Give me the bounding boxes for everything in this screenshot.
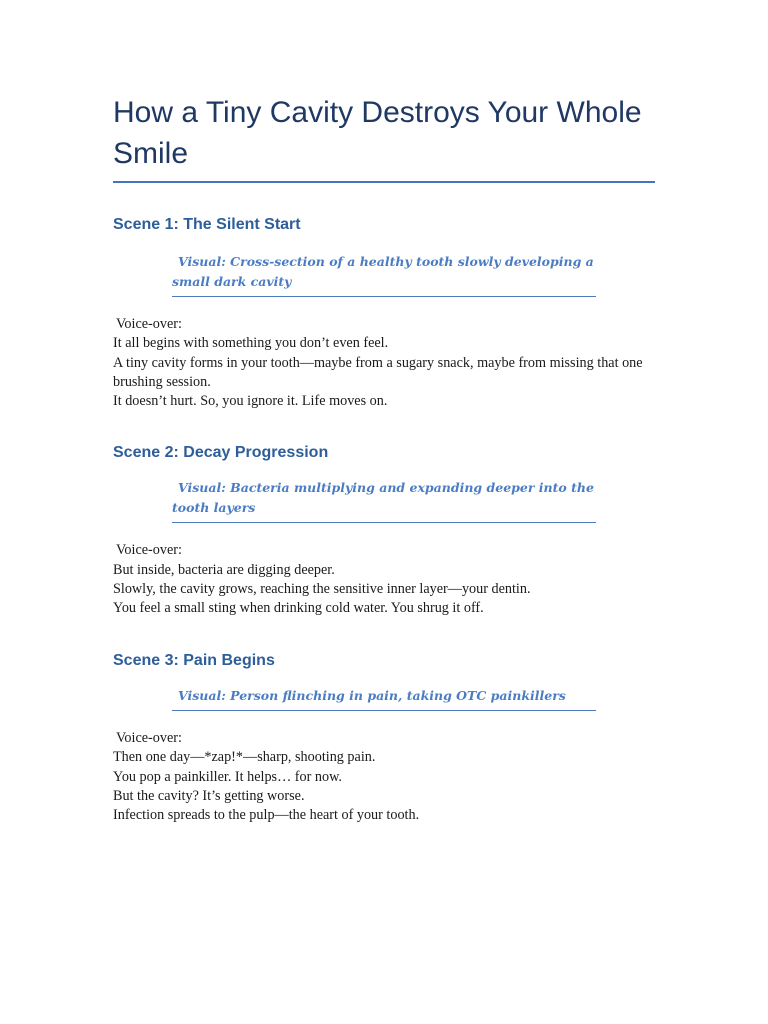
voiceover-line: It doesn’t hurt. So, you ignore it. Life moves on.: [113, 393, 388, 410]
visual-note: Visual: Person flinching in pain, taking OTC painkillers: [172, 686, 596, 712]
visual-note: Visual: Cross-section of a healthy tooth slowly developing a small dark cavity: [172, 252, 596, 297]
voiceover-line: But the cavity? It’s getting worse.: [113, 788, 305, 805]
voiceover-line: You pop a painkiller. It helps… for now.: [113, 768, 342, 785]
scene-heading: Scene 1: The Silent Start: [113, 216, 301, 233]
voiceover-block: [113, 729, 655, 825]
document-title: How a Tiny Cavity Destroys Your Whole Smile: [113, 92, 655, 183]
voiceover-block: [113, 315, 655, 411]
voiceover-line: It all begins with something you don’t even feel.: [113, 335, 389, 352]
scene-heading: Scene 2: Decay Progression: [113, 444, 329, 462]
visual-note: Visual: Bacteria multiplying and expanding deeper into the tooth layers: [172, 478, 596, 523]
document-page: [113, 92, 655, 826]
voiceover-label: Voice-over:: [116, 316, 182, 332]
voiceover-line: But inside, bacteria are digging deeper.: [113, 561, 335, 578]
voiceover-block: [113, 541, 655, 618]
scene-3: [113, 650, 655, 826]
scene-heading: Scene 3: Pain Begins: [113, 651, 275, 669]
voiceover-label: Voice-over:: [116, 542, 182, 559]
voiceover-label: Voice-over:: [116, 730, 182, 747]
voiceover-line: A tiny cavity forms in your tooth—maybe from a sugary snack, maybe from missing that one brushing session.: [113, 354, 643, 390]
voiceover-line: Infection spreads to the pulp—the heart of your tooth.: [113, 807, 420, 824]
voiceover-line: Slowly, the cavity grows, reaching the sensitive inner layer—your dentin.: [113, 581, 531, 598]
scene-2: [113, 442, 655, 618]
voiceover-line: You feel a small sting when drinking cold water. You shrug it off.: [113, 600, 484, 617]
scene-1: [113, 214, 655, 411]
voiceover-line: Then one day—*zap!*—sharp, shooting pain.: [113, 749, 376, 766]
